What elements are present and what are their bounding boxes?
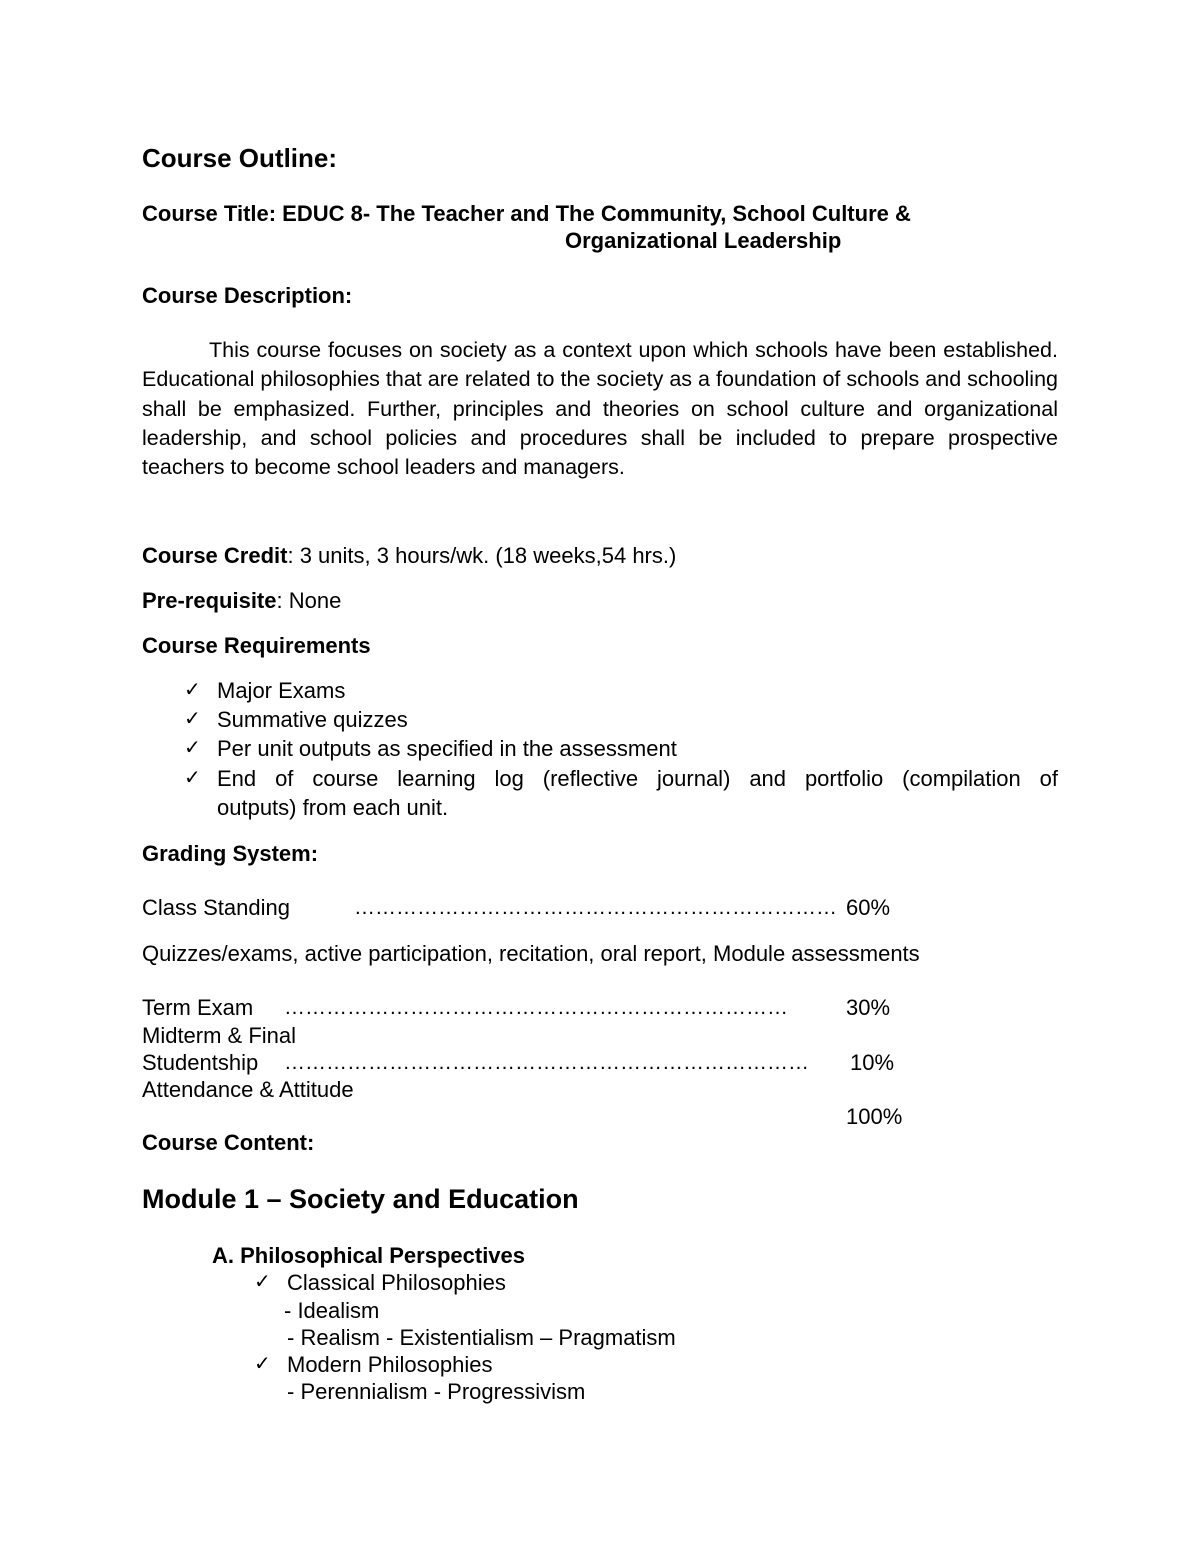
term-exam-percent: 30%	[846, 995, 891, 1020]
studentship-note: Attendance & Attitude	[142, 1077, 354, 1102]
term-exam-note: Midterm & Final	[142, 1023, 297, 1048]
check-icon: ✓	[184, 767, 201, 789]
term-exam-label: Term Exam	[142, 995, 254, 1020]
requirement-item: End of course learning log (reflective journal) and portfolio (compilation of	[217, 766, 1058, 791]
check-icon: ✓	[254, 1271, 271, 1293]
description-paragraph	[142, 336, 1058, 482]
check-icon: ✓	[184, 708, 201, 730]
classical-item: - Idealism	[284, 1298, 380, 1323]
requirements-label: Course Requirements	[142, 633, 371, 658]
modern-item: - Perennialism - Progressivism	[287, 1379, 586, 1404]
course-title-line-1: Course Title: EDUC 8- The Teacher and The Community, School Culture &	[142, 201, 911, 226]
outline-heading: Course Outline:	[142, 143, 338, 173]
module-1-title: Module 1 – Society and Education	[142, 1184, 579, 1214]
studentship-label: Studentship	[142, 1050, 259, 1075]
check-icon: ✓	[184, 679, 201, 701]
course-title-line-2: Organizational Leadership	[565, 228, 842, 253]
course-credit	[142, 542, 676, 570]
grading-label: Grading System:	[142, 841, 319, 866]
requirement-item: Summative quizzes	[217, 707, 408, 732]
prereq-label: Pre-requisite	[142, 588, 277, 613]
modern-philosophies: Modern Philosophies	[287, 1352, 493, 1377]
prerequisite	[142, 587, 341, 615]
credit-value: : 3 units, 3 hours/wk. (18 weeks,54 hrs.)	[287, 543, 677, 568]
requirement-item-continued: outputs) from each unit.	[217, 795, 449, 820]
class-standing-percent: 60%	[846, 895, 891, 920]
content-label: Course Content:	[142, 1130, 315, 1155]
check-icon: ✓	[254, 1353, 271, 1375]
description-label: Course Description:	[142, 283, 353, 308]
term-exam-leader: ………………………………………………………………	[284, 996, 788, 1019]
classical-item: - Realism - Existentialism – Pragmatism	[287, 1325, 676, 1350]
classical-philosophies: Classical Philosophies	[287, 1270, 506, 1295]
check-icon: ✓	[184, 737, 201, 759]
section-a-title: A. Philosophical Perspectives	[212, 1243, 526, 1268]
class-standing-note: Quizzes/exams, active participation, recitation, oral report, Module assessments	[142, 941, 920, 966]
prereq-value: : None	[276, 588, 342, 613]
requirement-item: Major Exams	[217, 678, 346, 703]
studentship-percent: 10%	[850, 1050, 895, 1075]
studentship-leader: …………………………………………………………………	[284, 1051, 809, 1074]
class-standing-leader: ……………………………………………………………	[354, 896, 837, 919]
class-standing-label: Class Standing	[142, 895, 290, 920]
credit-label: Course Credit	[142, 543, 288, 568]
grading-total: 100%	[846, 1104, 903, 1129]
description-text: This course focuses on society as a context upon which schools have been established. Educational philosophies that are related to the society as a foundation of schools and schooling shall be emphasized. Further, principles and theories on school culture and organizational leadership, and school policies and procedures shall be included to prepare prospective teachers to become school leaders and managers.	[142, 338, 1058, 480]
requirement-item: Per unit outputs as specified in the assessment	[217, 736, 677, 761]
